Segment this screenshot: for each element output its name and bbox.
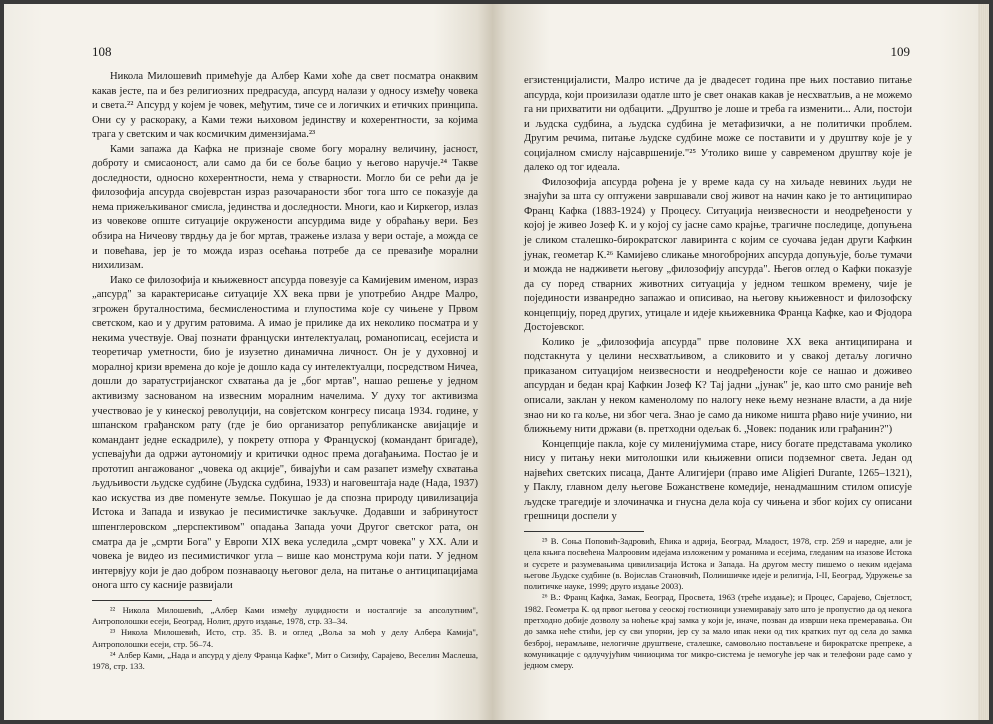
footnote: ²⁶ В.: Франц Кафка, Замак, Београд, Просвета, 1963 (треће издање); и Процес, Сарајево, Свјетлост, 1982. Геометра К. од првог његова у сеоској гостионици узнемиравају зато што је пропустио да од некога претходно добије дозволу за ноћење крај замка у који је, иначе, позван да изврши нека премеравања. Он до замка неће стићи, јер су сви упорни, јер су за мало ипак неки од тих кратких пут од села до замка безброј, нерамљиве, нелогичне друштвене, сталешке, самовољно постављене и бирократске препреке, а комуникације с одлучујућим чиниоцима тог микро-система је немогуће јер чак и телефони раде само у једном смеру. [524, 592, 912, 671]
right-page [492, 4, 978, 720]
footnote: ²² Никола Милошевић, „Албер Ками између луцидности и носталгије за апсолутним", Антрополошки есеји, Београд, Нолит, друго издање, 1978, стр. 33–34. [92, 604, 478, 626]
left-page-body [92, 70, 478, 672]
paragraph: Колико је „филозофија апсурда" прве половине XX века антиципирана и подстакнута у целини несхватљивом, а сликовито и у свакој детаљу логично приказаном ситуацијом неизвесности и неодређености које се нашао и доживео апсурдан и бедан крај Кафкин Јозеф К? Тај јадни „јунак" је, као што смо раније већ описали, заклан у неком каменолому по налогу неке њему незнане власти, а да није знао ни ко га коље, ни због чега. Знао је само да никоме ништа рђаво није учинио, ни ближњему нити држави (в. претходни одељак 6. „Човек: поданик или грађанин?") [524, 336, 912, 436]
paragraph: Концепције пакла, које су миленијумима старе, нису богате представама уколико нису у питању неки митолошки или књижевни описи подземног света. Један од највећих светских писаца, Данте Алигијери (право име Aligieri Durante, 1265–1321), у Паклу, главном делу његове Божанствене комедије, ненадмашним стилом описује људске трагедије и злочиначка и гнусна дела која су чињена и због којих су описани грешници доспели у [524, 438, 912, 523]
footnote-rule [524, 531, 644, 532]
paragraph: Филозофија апсурда рођена је у време када су на хиљаде невиних људи не знајући за шта су оптужени завршавали свој живот на начин како је то антиципирао Франц Кафка (1883-1924) у Процесу. Ситуација неизвесности и неодређености у којој је живео Јозеф К. и у којој су јасне само крајње, трагичне последице, допуњена је сликом сталешко-бирократског лавиринта с којим се суочава један други Кафкин јунак, геометар К.²⁶ Камијево сликање многобројних апсурда допуњује, боље тумачи и можда не надживети његову „филозофију апсурда". Његов оглед о Кафки показује да су поред стварних животних ситуација у једном тешком времену, чије је појединости изванредно запажао и описивао, на његову књижевност и филозофску концепцију, поред других, утицале и идеје књижевника Франца Кафке, као и Фјодора Достојевског. [524, 176, 912, 334]
paragraph: Иако се филозофија и књижевност апсурда повезује са Камијевим именом, израз „апсурд" за карактерисање ситуације XX века први је употребио Андре Малро, згрожен бруталностима, бесмисленостима и глупостима које су чињене у Првом светском, као и у другим ратовима. А имао је прилике да их неколико посматра и у некима учествује. Овај познати француски интелектуалац, романописац, есејиста и теоретичар уметности, био је изузетно динамична личност. Он је у духовној и моралној кризи времена до које је дошло када су интелектуалци, посредством Ничеа, дошли до заратустријанског схватања да је „бог мртав", нашао решење у једном активизму заснованом на извесним моралним начелима. У духу тог активизма учествовао је у кинеској револуцији, на совјетском конгресу писаца 1934. године, у шпанском грађанском рату (где је био организатор републиканске авијације и командант једне ескадриле), у покрету отпора у Француској (командант бригаде), успевајући да одржи аутономију и критички однос према догађањима. Постао је и прототип ангажованог „човека од акције", бивајући и сам разапет између схватања људљивости људске судбине (Људска судбина, 1933) и наговештаја наде (Нада, 1937) као искуства из две поменуте земље. Покушао је да спозна природу цивилизација Истока и Запада и извукао је песимистичке закључке. Додавши и забринутост шпенглеровском „перспективом" опадања Запада уочи Другог светског рата, он сматра да је „смрти Бога" у Европи XIX века уследила „смрт човека" у XX. Али и човека је видео из песимистичког угла – више као монструма који пати. У једном интервјуу који је дао добром познаваоцу његовог дела, на питање о антиципацијама онога што су касније развијали [92, 274, 478, 592]
page-number-left: 108 [92, 44, 112, 59]
page-block-edge [978, 4, 989, 720]
footnote: ²⁴ Албер Ками, „Нада и апсурд у дјелу Франца Кафке", Мит о Сизифу, Сарајево, Веселин Маслеша, 1978, стр. 133. [92, 649, 478, 672]
footnote: ²³ Никола Милошевић, Исто, стр. 35. В. и оглед „Воља за моћ у делу Албера Камија", Антрополошки есеји, стр. 56–74. [92, 627, 478, 649]
right-page-body [524, 74, 912, 672]
paragraph: егзистенцијалисти, Малро истиче да је двадесет година пре њих поставио питање апсурда, који произилази одатле што је свет онакав какав је несхватљив, а не можемо га ни прихватити ни одбацити. „Друштво је лоше и треба га изменити... Али, постоји и људска судбина, а људска судбина је метафизички, а не политички проблем. Другим речима, питање људске судбине може се поставити и у друштву које је у социјалном смислу најсавршеније."²⁵ Утолико више у савременом друштву које је далеко од тог идеала. [524, 75, 912, 174]
footnote-rule [92, 600, 212, 601]
paragraph: Никола Милошевић примећује да Албер Ками хоће да свет посматра онаквим какав јесте, па и без религиозних предрасуда, апсурд налази у односу између човека и света.²² Апсурд у којем је човек, међутим, тиче се и логичких и етичких принципа. Они су у раскораку, а Ками тежи њиховом јединству и кохерентности, за којима трага у светским и чак космичким димензијама.²³ [92, 71, 478, 141]
paragraph: Ками запажа да Кафка не признаје своме богу моралну величину, јасност, доброту и смисаоност, али само да би се боље бацио у његово наручје.²⁴ Такве доследности, односно кохерентности, нема у стварности. Могло би се рећи да је филозофија апсурда својеврстан израз разочараности због тога што се показује да нема прижељкиваног смисла, јединства и доследности. Многи, као и Киркегор, излаз из човекове опште ситуације окружености апсурдима виде у обраћању вери. Без обзира на Ничеову тврдњу да је бог мртав, тражење излаза у вери остаје, а можда се и повећава, јер је то можда израз осећања потребе да се превазиђе морални нихилизам. [92, 143, 478, 272]
page-number-right: 109 [890, 44, 910, 59]
left-page [4, 4, 492, 720]
footnote: ²⁵ В. Соња Поповић-Задровић, Ећика и адрија, Београд, Младост, 1978, стр. 259 и наредне, али је цела књига посвећена Малроовим идејама изложеним у романима и есејима, гледаним на изазове Истока и сусрете и разумевањима цивилизација Истока и Запада. На другом месту пишемо о неким идејама његове Људске судбине (в. Војислав Становчић, Полиишичке идеје и религија, I-II, Београд, Удружење за политичке науке, 1999; друго издање 2003). [524, 535, 912, 592]
